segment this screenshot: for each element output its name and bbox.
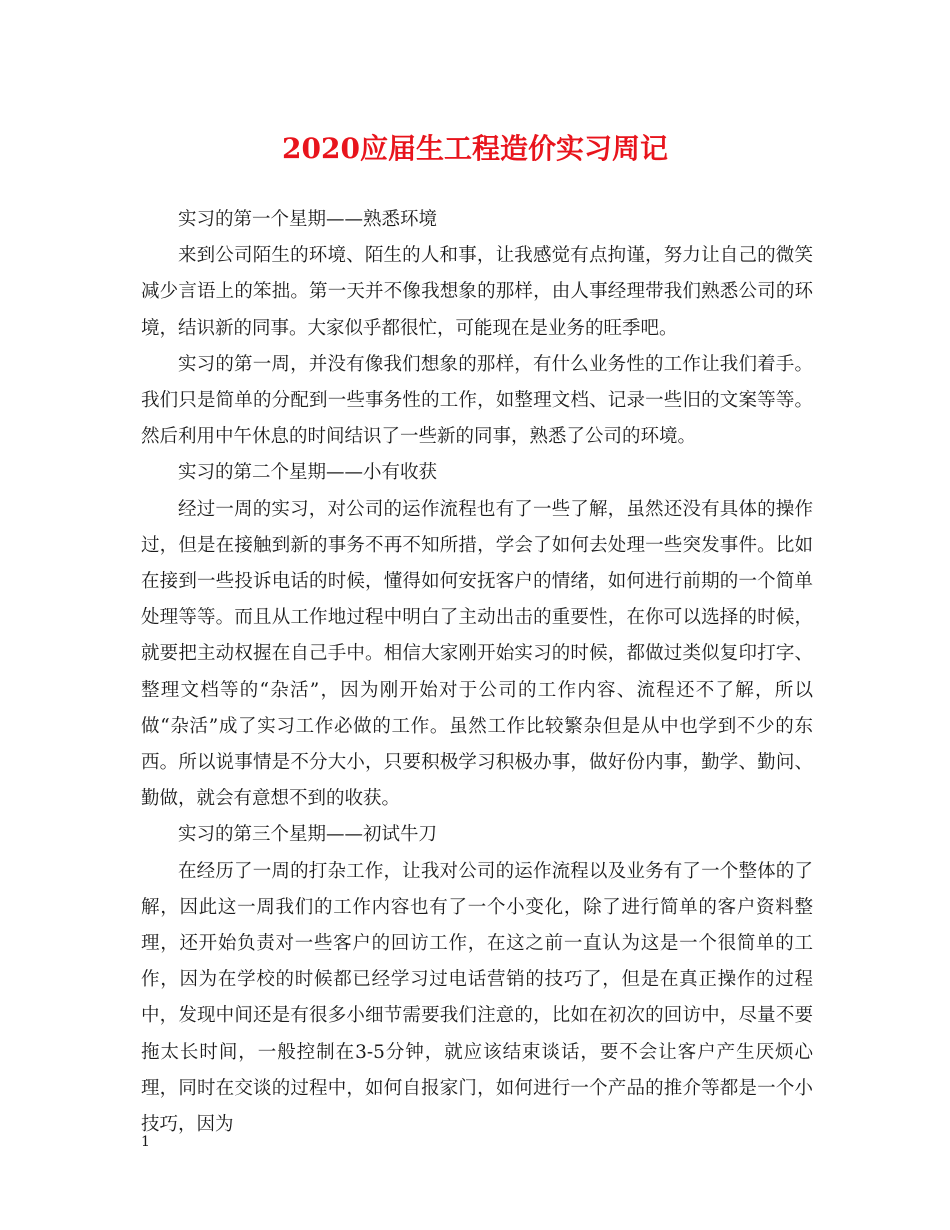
paragraph: 经过一周的实习，对公司的运作流程也有了一些了解，虽然还没有具体的操作过，但是在接触到新的事务不再不知所措，学会了如何去处理一些突发事件。比如在接到一些投诉电话的时候，懂得如何安抚客户的情绪，如何进行前期的一个简单处理等等。而且从工作地过程中明白了主动出击的重要性，在你可以选择的时候，就要把主动权握在自己手中。相信大家刚开始实习的时候，都做过类似复印打字、整理文档等的“杂活”，因为刚开始对于公司的工作内容、流程还不了解，所以做“杂活”成了实习工作必做的工作。虽然工作比较繁杂但是从中也学到不少的东西。所以说事情是不分大小，只要积极学习积极办事，做好份内事，勤学、勤问、勤做，就会有意想不到的收获。	[141, 498, 813, 810]
section-heading-week-3: 实习的第三个星期——初试牛刀	[178, 824, 438, 846]
document-title: 2020应届生工程造价实习周记	[282, 132, 668, 165]
document-body	[141, 202, 813, 1143]
section-heading-week-2: 实习的第二个星期——小有收获	[178, 462, 438, 484]
paragraph: 实习的第一周，并没有像我们想象的那样，有什么业务性的工作让我们着手。我们只是简单的分配到一些事务性的工作，如整理文档、记录一些旧的文案等等。然后利用中午休息的时间结识了一些新的同事，熟悉了公司的环境。	[141, 353, 813, 448]
paragraph: 来到公司陌生的环境、陌生的人和事，让我感觉有点拘谨，努力让自己的微笑减少言语上的笨拙。第一天并不像我想象的那样，由人事经理带我们熟悉公司的环境，结识新的同事。大家似乎都很忙，可能现在是业务的旺季吧。	[141, 245, 813, 339]
section-heading-week-1: 实习的第一个星期——熟悉环境	[178, 209, 438, 230]
paragraph: 在经历了一周的打杂工作，让我对公司的运作流程以及业务有了一个整体的了解，因此这一周我们的工作内容也有了一个小变化，除了进行简单的客户资料整理，还开始负责对一些客户的回访工作，在这之前一直认为这是一个很简单的工作，因为在学校的时候都已经学习过电话营销的技巧了，但是在真正操作的过程中，发现中间还是有很多小细节需要我们注意的，比如在初次的回访中，尽量不要拖太长时间，一般控制在3-5分钟，就应该结束谈话，要不会让客户产生厌烦心理，同时在交谈的过程中，如何自报家门，如何进行一个产品的推介等都是一个小技巧，因为	[141, 860, 813, 1136]
page-number: 1	[141, 1134, 150, 1150]
